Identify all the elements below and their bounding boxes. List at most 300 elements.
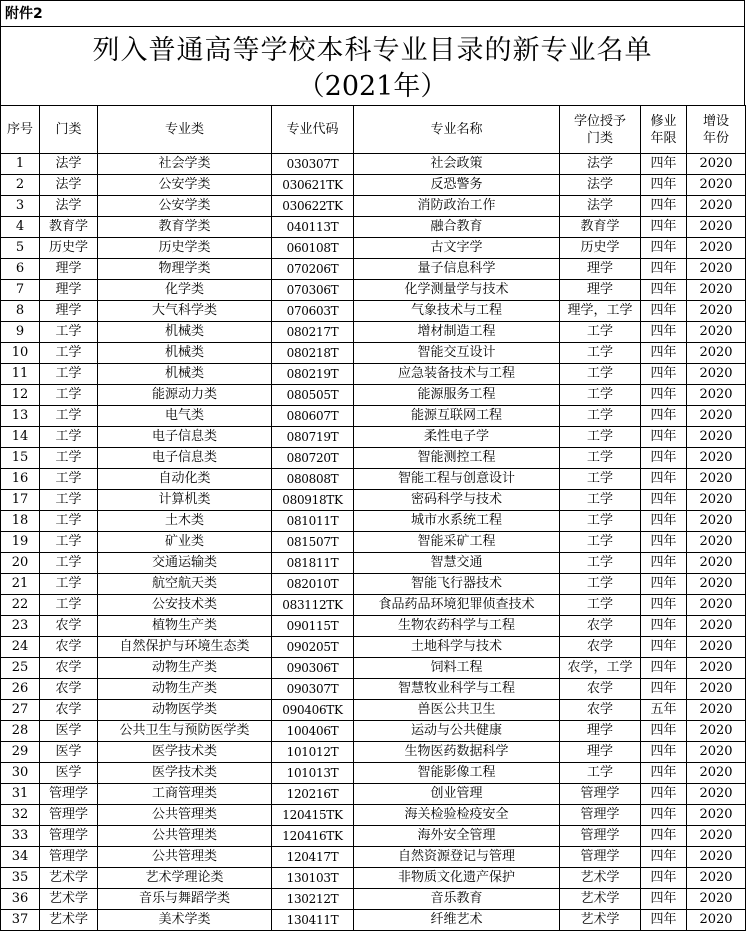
header-name: 专业名称 [354, 106, 560, 154]
cell-years: 四年 [641, 385, 687, 406]
cell-category: 农学 [40, 658, 98, 679]
cell-degree: 工学 [560, 385, 641, 406]
cell-category: 管理学 [40, 784, 98, 805]
cell-degree: 管理学 [560, 784, 641, 805]
cell-category: 教育学 [40, 217, 98, 238]
cell-major-class: 公共管理类 [98, 847, 272, 868]
cell-seq: 6 [1, 259, 40, 280]
cell-name: 城市水系统工程 [354, 511, 560, 532]
cell-major-class: 医学技术类 [98, 763, 272, 784]
cell-name: 非物质文化遗产保护 [354, 868, 560, 889]
table-row [1, 427, 746, 448]
cell-category: 农学 [40, 700, 98, 721]
cell-years: 四年 [641, 217, 687, 238]
cell-seq: 8 [1, 301, 40, 322]
cell-code: 080218T [272, 343, 354, 364]
table-row [1, 175, 746, 196]
cell-degree: 理学 [560, 742, 641, 763]
cell-years: 四年 [641, 574, 687, 595]
cell-added-year: 2020 [687, 721, 746, 742]
cell-category: 管理学 [40, 805, 98, 826]
cell-category: 理学 [40, 301, 98, 322]
cell-code: 080720T [272, 448, 354, 469]
cell-code: 030622TK [272, 196, 354, 217]
cell-category: 工学 [40, 427, 98, 448]
table-row [1, 553, 746, 574]
cell-category: 法学 [40, 196, 98, 217]
cell-major-class: 历史学类 [98, 238, 272, 259]
cell-major-class: 音乐与舞蹈学类 [98, 889, 272, 910]
cell-years: 四年 [641, 406, 687, 427]
cell-major-class: 动物生产类 [98, 658, 272, 679]
table-row [1, 532, 746, 553]
cell-seq: 21 [1, 574, 40, 595]
cell-category: 农学 [40, 637, 98, 658]
cell-degree: 教育学 [560, 217, 641, 238]
cell-major-class: 公共卫生与预防医学类 [98, 721, 272, 742]
cell-category: 历史学 [40, 238, 98, 259]
cell-name: 古文字学 [354, 238, 560, 259]
cell-name: 创业管理 [354, 784, 560, 805]
cell-name: 智能采矿工程 [354, 532, 560, 553]
cell-major-class: 电子信息类 [98, 427, 272, 448]
cell-name: 音乐教育 [354, 889, 560, 910]
table-row [1, 637, 746, 658]
cell-added-year: 2020 [687, 553, 746, 574]
cell-major-class: 医学技术类 [98, 742, 272, 763]
cell-code: 120417T [272, 847, 354, 868]
cell-code: 040113T [272, 217, 354, 238]
cell-added-year: 2020 [687, 805, 746, 826]
cell-degree: 工学 [560, 574, 641, 595]
cell-seq: 5 [1, 238, 40, 259]
cell-seq: 7 [1, 280, 40, 301]
cell-added-year: 2020 [687, 574, 746, 595]
cell-added-year: 2020 [687, 616, 746, 637]
cell-seq: 32 [1, 805, 40, 826]
header-seq: 序号 [1, 106, 40, 154]
cell-seq: 24 [1, 637, 40, 658]
cell-major-class: 土木类 [98, 511, 272, 532]
cell-category: 工学 [40, 574, 98, 595]
cell-seq: 25 [1, 658, 40, 679]
table-row [1, 259, 746, 280]
cell-name: 化学测量学与技术 [354, 280, 560, 301]
cell-code: 082010T [272, 574, 354, 595]
cell-name: 柔性电子学 [354, 427, 560, 448]
cell-major-class: 大气科学类 [98, 301, 272, 322]
cell-code: 130411T [272, 910, 354, 931]
cell-added-year: 2020 [687, 910, 746, 931]
cell-degree: 农学 [560, 700, 641, 721]
cell-added-year: 2020 [687, 784, 746, 805]
cell-seq: 22 [1, 595, 40, 616]
cell-degree: 工学 [560, 595, 641, 616]
cell-years: 四年 [641, 721, 687, 742]
cell-degree: 历史学 [560, 238, 641, 259]
cell-degree: 农学 [560, 679, 641, 700]
cell-years: 四年 [641, 154, 687, 175]
cell-category: 工学 [40, 511, 98, 532]
title-block [0, 26, 745, 106]
cell-seq: 4 [1, 217, 40, 238]
cell-major-class: 工商管理类 [98, 784, 272, 805]
cell-code: 081011T [272, 511, 354, 532]
cell-degree: 工学 [560, 406, 641, 427]
cell-code: 080808T [272, 469, 354, 490]
cell-major-class: 交通运输类 [98, 553, 272, 574]
cell-code: 083112TK [272, 595, 354, 616]
cell-name: 饲料工程 [354, 658, 560, 679]
cell-code: 090307T [272, 679, 354, 700]
cell-added-year: 2020 [687, 658, 746, 679]
table-row [1, 679, 746, 700]
cell-added-year: 2020 [687, 238, 746, 259]
cell-degree: 工学 [560, 532, 641, 553]
cell-degree: 理学 [560, 280, 641, 301]
cell-degree: 管理学 [560, 826, 641, 847]
cell-category: 艺术学 [40, 889, 98, 910]
table-row [1, 280, 746, 301]
cell-degree: 法学 [560, 154, 641, 175]
page-subtitle-year: （2021年） [297, 71, 448, 102]
table-row [1, 322, 746, 343]
cell-code: 070603T [272, 301, 354, 322]
cell-years: 四年 [641, 742, 687, 763]
cell-degree: 工学 [560, 511, 641, 532]
cell-degree: 工学 [560, 490, 641, 511]
cell-code: 030307T [272, 154, 354, 175]
cell-code: 070306T [272, 280, 354, 301]
cell-major-class: 电子信息类 [98, 448, 272, 469]
cell-category: 工学 [40, 322, 98, 343]
cell-category: 工学 [40, 553, 98, 574]
cell-seq: 11 [1, 364, 40, 385]
cell-major-class: 机械类 [98, 364, 272, 385]
cell-degree: 理学，工学 [560, 301, 641, 322]
table-row [1, 700, 746, 721]
cell-major-class: 能源动力类 [98, 385, 272, 406]
cell-code: 130103T [272, 868, 354, 889]
table-row [1, 217, 746, 238]
cell-years: 四年 [641, 343, 687, 364]
cell-seq: 3 [1, 196, 40, 217]
table-row [1, 721, 746, 742]
cell-years: 四年 [641, 679, 687, 700]
cell-name: 密码科学与技术 [354, 490, 560, 511]
cell-name: 纤维艺术 [354, 910, 560, 931]
cell-name: 反恐警务 [354, 175, 560, 196]
table-row [1, 469, 746, 490]
cell-name: 气象技术与工程 [354, 301, 560, 322]
cell-category: 农学 [40, 679, 98, 700]
cell-seq: 28 [1, 721, 40, 742]
cell-seq: 19 [1, 532, 40, 553]
table-row [1, 490, 746, 511]
cell-degree: 理学 [560, 259, 641, 280]
cell-category: 工学 [40, 385, 98, 406]
cell-years: 四年 [641, 868, 687, 889]
cell-major-class: 自然保护与环境生态类 [98, 637, 272, 658]
cell-added-year: 2020 [687, 301, 746, 322]
cell-code: 130212T [272, 889, 354, 910]
table-row [1, 868, 746, 889]
cell-major-class: 教育学类 [98, 217, 272, 238]
cell-name: 运动与公共健康 [354, 721, 560, 742]
cell-code: 080217T [272, 322, 354, 343]
table-row [1, 847, 746, 868]
cell-added-year: 2020 [687, 847, 746, 868]
header-years: 修业年限 [641, 106, 687, 154]
table-row [1, 343, 746, 364]
table-header-row [1, 106, 746, 154]
cell-added-year: 2020 [687, 196, 746, 217]
cell-added-year: 2020 [687, 763, 746, 784]
table-row [1, 511, 746, 532]
cell-name: 智能飞行器技术 [354, 574, 560, 595]
cell-major-class: 自动化类 [98, 469, 272, 490]
cell-added-year: 2020 [687, 217, 746, 238]
cell-degree: 农学 [560, 637, 641, 658]
cell-name: 能源服务工程 [354, 385, 560, 406]
cell-seq: 9 [1, 322, 40, 343]
table-row [1, 574, 746, 595]
cell-name: 土地科学与技术 [354, 637, 560, 658]
table-row [1, 238, 746, 259]
cell-seq: 33 [1, 826, 40, 847]
table-row [1, 910, 746, 931]
cell-name: 社会政策 [354, 154, 560, 175]
cell-category: 管理学 [40, 826, 98, 847]
cell-category: 理学 [40, 259, 98, 280]
cell-name: 生物医药数据科学 [354, 742, 560, 763]
cell-added-year: 2020 [687, 490, 746, 511]
cell-category: 医学 [40, 721, 98, 742]
cell-added-year: 2020 [687, 175, 746, 196]
cell-added-year: 2020 [687, 679, 746, 700]
cell-category: 工学 [40, 469, 98, 490]
cell-degree: 管理学 [560, 847, 641, 868]
cell-category: 农学 [40, 616, 98, 637]
cell-seq: 1 [1, 154, 40, 175]
cell-name: 生物农药科学与工程 [354, 616, 560, 637]
cell-code: 060108T [272, 238, 354, 259]
cell-code: 080918TK [272, 490, 354, 511]
cell-code: 120415TK [272, 805, 354, 826]
table-row [1, 658, 746, 679]
cell-years: 四年 [641, 910, 687, 931]
cell-years: 四年 [641, 196, 687, 217]
header-degree: 学位授予门类 [560, 106, 641, 154]
cell-years: 四年 [641, 595, 687, 616]
cell-seq: 13 [1, 406, 40, 427]
cell-code: 101013T [272, 763, 354, 784]
cell-name: 应急装备技术与工程 [354, 364, 560, 385]
cell-code: 100406T [272, 721, 354, 742]
cell-years: 四年 [641, 259, 687, 280]
cell-major-class: 社会学类 [98, 154, 272, 175]
cell-code: 080607T [272, 406, 354, 427]
cell-years: 四年 [641, 511, 687, 532]
cell-seq: 27 [1, 700, 40, 721]
cell-years: 四年 [641, 301, 687, 322]
cell-name: 智能测控工程 [354, 448, 560, 469]
cell-seq: 12 [1, 385, 40, 406]
cell-seq: 36 [1, 889, 40, 910]
cell-years: 四年 [641, 532, 687, 553]
cell-degree: 工学 [560, 343, 641, 364]
cell-degree: 工学 [560, 553, 641, 574]
cell-seq: 18 [1, 511, 40, 532]
cell-code: 081811T [272, 553, 354, 574]
cell-seq: 35 [1, 868, 40, 889]
cell-code: 090205T [272, 637, 354, 658]
cell-code: 101012T [272, 742, 354, 763]
cell-major-class: 公共管理类 [98, 826, 272, 847]
cell-seq: 15 [1, 448, 40, 469]
cell-major-class: 公安技术类 [98, 595, 272, 616]
table-row [1, 616, 746, 637]
cell-category: 工学 [40, 490, 98, 511]
cell-category: 艺术学 [40, 910, 98, 931]
cell-code: 080219T [272, 364, 354, 385]
cell-major-class: 植物生产类 [98, 616, 272, 637]
cell-years: 四年 [641, 280, 687, 301]
cell-category: 医学 [40, 763, 98, 784]
cell-name: 食品药品环境犯罪侦查技术 [354, 595, 560, 616]
cell-added-year: 2020 [687, 322, 746, 343]
cell-added-year: 2020 [687, 595, 746, 616]
cell-category: 理学 [40, 280, 98, 301]
cell-name: 智能交互设计 [354, 343, 560, 364]
cell-years: 四年 [641, 805, 687, 826]
cell-name: 海关检验检疫安全 [354, 805, 560, 826]
cell-category: 医学 [40, 742, 98, 763]
cell-major-class: 公安学类 [98, 196, 272, 217]
cell-years: 四年 [641, 490, 687, 511]
cell-seq: 37 [1, 910, 40, 931]
table-row [1, 406, 746, 427]
header-code: 专业代码 [272, 106, 354, 154]
page-title: 列入普通高等学校本科专业目录的新专业名单 [92, 35, 653, 66]
cell-years: 四年 [641, 553, 687, 574]
cell-category: 法学 [40, 175, 98, 196]
cell-degree: 法学 [560, 196, 641, 217]
cell-years: 四年 [641, 469, 687, 490]
cell-code: 090115T [272, 616, 354, 637]
table-row [1, 826, 746, 847]
cell-added-year: 2020 [687, 154, 746, 175]
cell-category: 工学 [40, 448, 98, 469]
cell-major-class: 公安学类 [98, 175, 272, 196]
cell-name: 智慧交通 [354, 553, 560, 574]
cell-seq: 23 [1, 616, 40, 637]
cell-name: 海外安全管理 [354, 826, 560, 847]
cell-category: 管理学 [40, 847, 98, 868]
table-row [1, 784, 746, 805]
cell-major-class: 物理学类 [98, 259, 272, 280]
majors-table [0, 105, 746, 931]
table-row [1, 385, 746, 406]
table-row [1, 196, 746, 217]
cell-code: 080505T [272, 385, 354, 406]
cell-code: 090306T [272, 658, 354, 679]
cell-degree: 工学 [560, 322, 641, 343]
header-category: 门类 [40, 106, 98, 154]
cell-code: 081507T [272, 532, 354, 553]
cell-seq: 31 [1, 784, 40, 805]
cell-code: 080719T [272, 427, 354, 448]
cell-name: 增材制造工程 [354, 322, 560, 343]
cell-major-class: 机械类 [98, 322, 272, 343]
cell-added-year: 2020 [687, 637, 746, 658]
cell-name: 融合教育 [354, 217, 560, 238]
cell-years: 四年 [641, 658, 687, 679]
cell-years: 四年 [641, 448, 687, 469]
cell-seq: 26 [1, 679, 40, 700]
table-row [1, 742, 746, 763]
cell-years: 四年 [641, 889, 687, 910]
cell-years: 五年 [641, 700, 687, 721]
cell-category: 工学 [40, 532, 98, 553]
cell-years: 四年 [641, 322, 687, 343]
cell-added-year: 2020 [687, 469, 746, 490]
cell-category: 工学 [40, 406, 98, 427]
cell-seq: 17 [1, 490, 40, 511]
cell-name: 兽医公共卫生 [354, 700, 560, 721]
cell-major-class: 动物医学类 [98, 700, 272, 721]
attachment-label: 附件2 [0, 0, 745, 26]
cell-code: 120216T [272, 784, 354, 805]
cell-major-class: 矿业类 [98, 532, 272, 553]
cell-major-class: 化学类 [98, 280, 272, 301]
cell-name: 消防政治工作 [354, 196, 560, 217]
cell-added-year: 2020 [687, 259, 746, 280]
cell-degree: 工学 [560, 427, 641, 448]
cell-years: 四年 [641, 637, 687, 658]
cell-code: 030621TK [272, 175, 354, 196]
table-row [1, 889, 746, 910]
cell-seq: 34 [1, 847, 40, 868]
cell-seq: 29 [1, 742, 40, 763]
cell-degree: 工学 [560, 448, 641, 469]
cell-years: 四年 [641, 784, 687, 805]
cell-years: 四年 [641, 763, 687, 784]
cell-added-year: 2020 [687, 385, 746, 406]
cell-seq: 10 [1, 343, 40, 364]
cell-added-year: 2020 [687, 406, 746, 427]
cell-seq: 30 [1, 763, 40, 784]
cell-degree: 艺术学 [560, 889, 641, 910]
table-row [1, 763, 746, 784]
cell-seq: 14 [1, 427, 40, 448]
cell-category: 法学 [40, 154, 98, 175]
cell-category: 艺术学 [40, 868, 98, 889]
cell-added-year: 2020 [687, 889, 746, 910]
cell-name: 智能工程与创意设计 [354, 469, 560, 490]
cell-degree: 法学 [560, 175, 641, 196]
cell-years: 四年 [641, 616, 687, 637]
cell-major-class: 电气类 [98, 406, 272, 427]
cell-added-year: 2020 [687, 448, 746, 469]
cell-seq: 16 [1, 469, 40, 490]
cell-years: 四年 [641, 364, 687, 385]
cell-years: 四年 [641, 847, 687, 868]
cell-added-year: 2020 [687, 868, 746, 889]
cell-name: 自然资源登记与管理 [354, 847, 560, 868]
table-row [1, 805, 746, 826]
cell-name: 智慧牧业科学与工程 [354, 679, 560, 700]
